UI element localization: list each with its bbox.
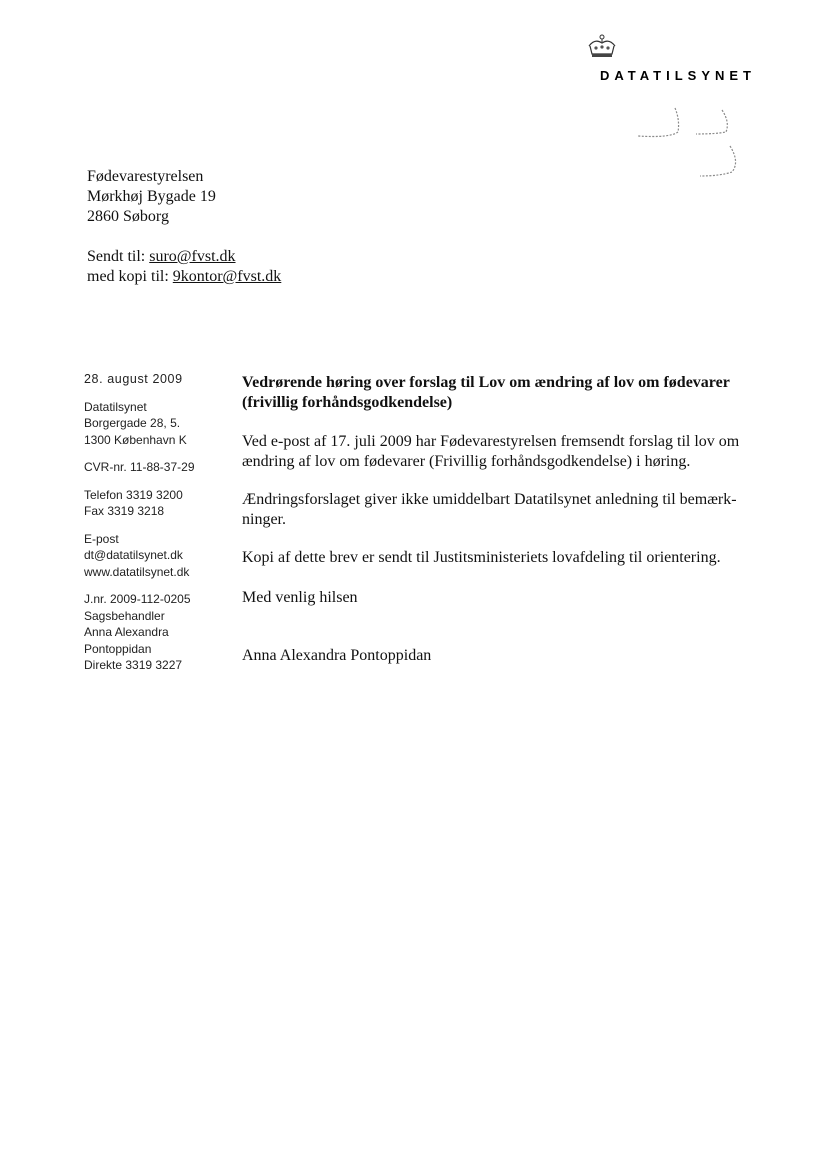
crown-logo-icon: [585, 34, 619, 60]
email-label: E-post: [84, 531, 119, 546]
sent-to-label: Sendt til:: [87, 248, 146, 265]
email-address[interactable]: dt@datatilsynet.dk: [84, 548, 183, 562]
closing-greeting: Med venlig hilsen: [242, 589, 358, 606]
direct-phone: Direkte 3319 3227: [84, 658, 183, 672]
website-link[interactable]: www.datatilsynet.dk: [84, 564, 190, 579]
handwritten-marks: [620, 106, 750, 186]
paragraph-line: Kopi af dette brev er sendt til Justitsministeriets lovafdeling til orientering.: [242, 549, 721, 566]
cc-label: med kopi til:: [87, 268, 169, 285]
signer-name: Anna Alexandra Pontoppidan: [242, 647, 432, 664]
cvr-text: CVR-nr. 11-88-37-29: [84, 460, 195, 474]
recipient-line: Mørkhøj Bygade 19: [87, 188, 216, 205]
case-info: [84, 591, 234, 674]
letter-date: 28. august 2009: [84, 372, 183, 386]
address-line: 1300 København K: [84, 432, 187, 447]
phone-line: Telefon 3319 3200: [84, 487, 183, 502]
contact-info: [84, 531, 234, 581]
phone-info: [84, 487, 234, 520]
address-line: Borgergade 28, 5.: [84, 416, 181, 430]
address-line: Datatilsynet: [84, 399, 147, 414]
subject-line: (frivillig forhåndsgodkendelse): [242, 394, 453, 411]
paragraph-3: [242, 548, 772, 568]
paragraph-1: [242, 432, 772, 472]
sent-info: [87, 247, 281, 287]
paragraph-line: ninger.: [242, 511, 286, 528]
paragraph-line: ændring af lov om fødevarer (Frivillig forhåndsgodkendelse) i høring.: [242, 453, 691, 470]
letter-body: [242, 373, 772, 666]
sender-address: [84, 399, 234, 449]
paragraph-line: Ved e-post af 17. juli 2009 har Fødevarestyrelsen fremsendt forslag til lov om: [242, 433, 740, 450]
sent-to-email-link[interactable]: suro@fvst.dk: [149, 248, 236, 265]
case-handler-name: Pontoppidan: [84, 641, 152, 656]
organization-logo-text: datatilsynet: [599, 64, 756, 85]
paragraph-2: [242, 490, 772, 530]
recipient-line: Fødevarestyrelsen: [87, 168, 204, 185]
journal-number: J.nr. 2009-112-0205: [84, 592, 191, 606]
paragraph-line: Ændringsforslaget giver ikke umiddelbart Datatilsynet anledning til bemærk-: [242, 491, 737, 508]
case-handler-name: Anna Alexandra: [84, 625, 169, 639]
subject-line: Vedrørende høring over forslag til Lov om ændring af lov om fødevarer: [242, 374, 730, 391]
case-handler-label: Sagsbehandler: [84, 608, 165, 623]
letter-subject: [242, 373, 772, 413]
fax-line: Fax 3319 3218: [84, 504, 165, 518]
cc-email-link[interactable]: 9kontor@fvst.dk: [172, 268, 282, 285]
sender-info-column: [84, 371, 234, 685]
recipient-line: 2860 Søborg: [87, 208, 169, 225]
recipient-address: [87, 167, 216, 227]
cvr-number: [84, 459, 234, 476]
